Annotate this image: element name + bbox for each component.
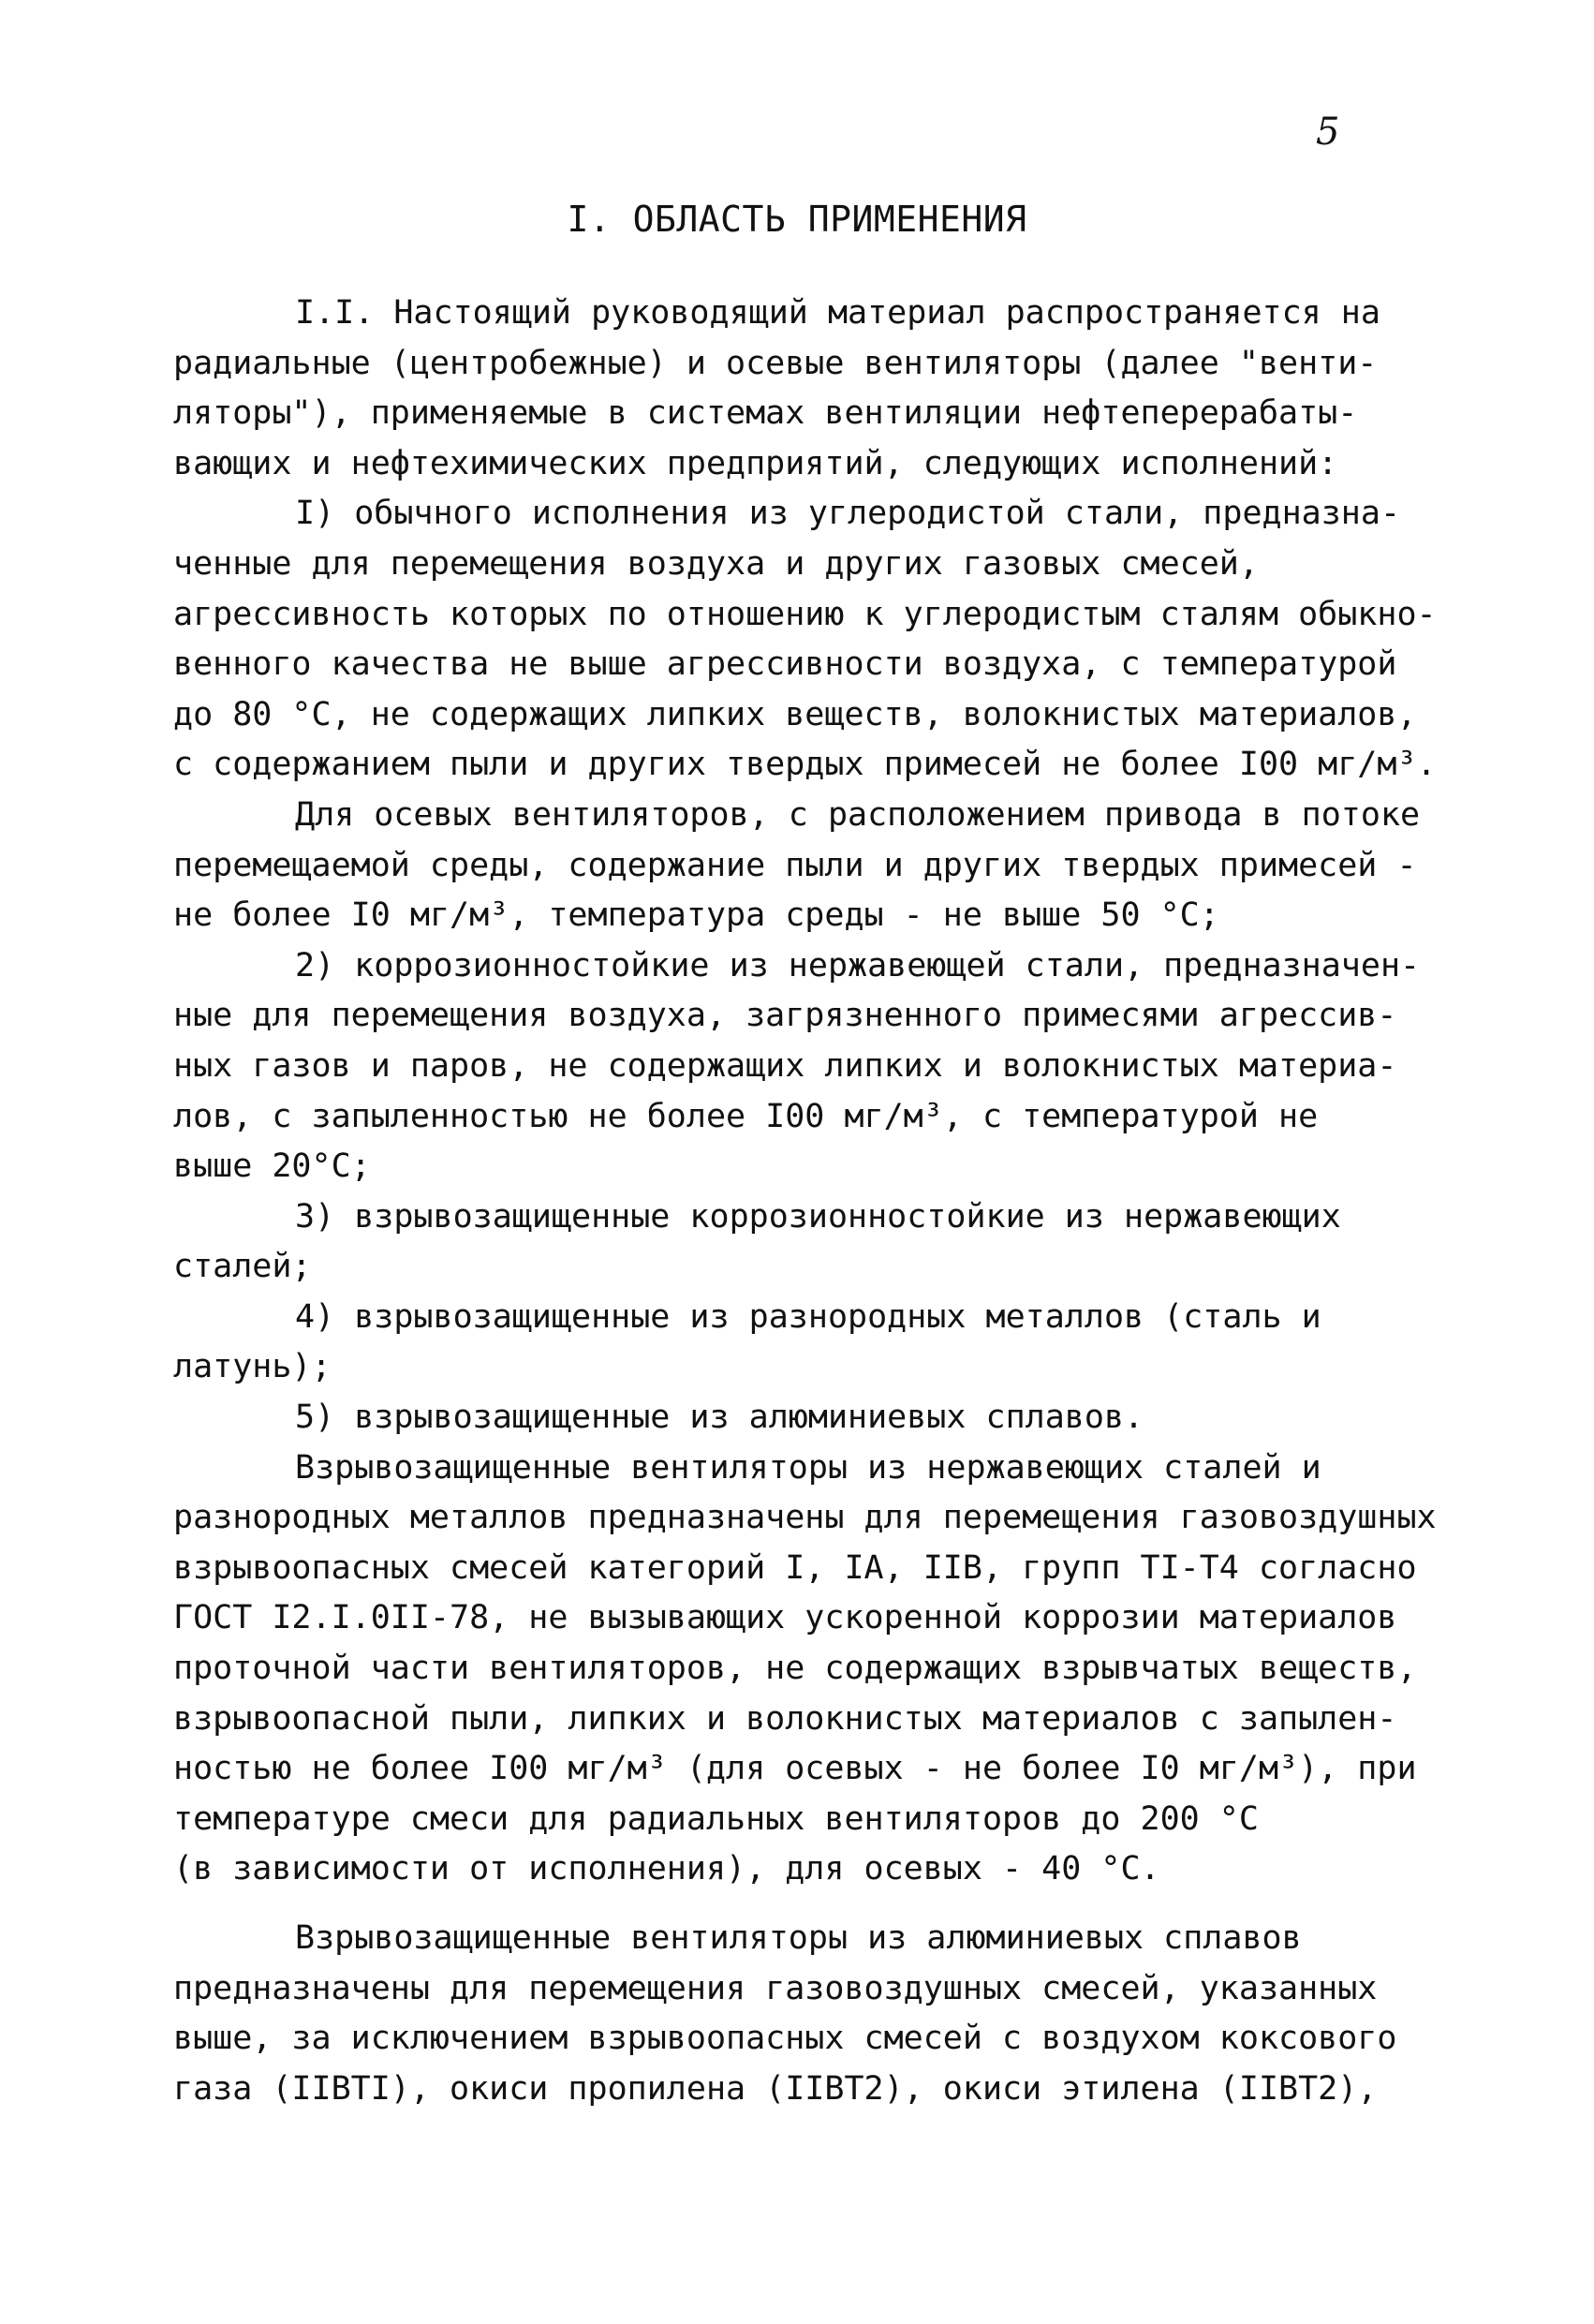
section-title: I. ОБЛАСТЬ ПРИМЕНЕНИЯ	[567, 199, 1027, 240]
text-line: выше 20°С;	[173, 1147, 371, 1186]
text-line: 5) взрывозащищенные из алюминиевых сплавов.	[295, 1399, 1144, 1437]
text-line: разнородных металлов предназначены для перемещения газовоздушных	[173, 1499, 1437, 1537]
text-line: ных газов и паров, не содержащих липких и волокнистых материа-	[173, 1046, 1397, 1085]
text-line: не более I0 мг/м³, температура среды - не выше 50 °С;	[173, 896, 1219, 935]
text-line: радиальные (центробежные) и осевые вентиляторы (далее "венти-	[173, 344, 1378, 382]
text-line: ляторы"), применяемые в системах вентиляции нефтеперерабаты-	[173, 394, 1358, 433]
text-line: ГОСТ I2.I.0II-78, не вызывающих ускоренной коррозии материалов	[173, 1599, 1397, 1637]
text-line: (в зависимости от исполнения), для осевых - 40 °С.	[173, 1850, 1160, 1888]
text-line: перемещаемой среды, содержание пыли и других твердых примесей -	[173, 846, 1417, 884]
text-line: газа (IIВТI), окиси пропилена (IIВТ2), окиси этилена (IIВТ2),	[173, 2069, 1378, 2108]
text-line: предназначены для перемещения газовоздушных смесей, указанных	[173, 1969, 1378, 2007]
text-line: 2) коррозионностойкие из нержавеющей стали, предназначен-	[295, 946, 1421, 984]
text-line: вающих и нефтехимических предприятий, следующих исполнений:	[173, 444, 1338, 482]
text-line: до 80 °С, не содержащих липких веществ, волокнистых материалов,	[173, 695, 1417, 733]
text-line: Взрывозащищенные вентиляторы из нержавеющих сталей и	[295, 1448, 1321, 1487]
text-line: взрывоопасной пыли, липких и волокнистых материалов с запылен-	[173, 1699, 1397, 1738]
text-line: температуре смеси для радиальных вентиляторов до 200 °С	[173, 1799, 1259, 1838]
text-line: проточной части вентиляторов, не содержащих взрывчатых веществ,	[173, 1650, 1417, 1688]
text-line: выше, за исключением взрывоопасных смесей с воздухом коксового	[173, 2020, 1397, 2058]
body-text	[173, 289, 1475, 2114]
text-line: агрессивность которых по отношению к углеродистым сталям обыкно-	[173, 595, 1437, 633]
text-line: лов, с запыленностью не более I00 мг/м³, с температурой не	[173, 1097, 1319, 1135]
text-line: I.I. Настоящий руководящий материал распространяется на	[295, 294, 1380, 332]
text-line: 3) взрывозащищенные коррозионностойкие из нержавеющих	[295, 1197, 1341, 1236]
text-line: взрывоопасных смесей категорий I, IA, IIВ, групп TI-T4 согласно	[173, 1548, 1417, 1587]
text-line: ченные для перемещения воздуха и других газовых смесей,	[173, 544, 1259, 583]
text-line: I) обычного исполнения из углеродистой стали, предназна-	[295, 495, 1401, 533]
text-line: ностью не более I00 мг/м³ (для осевых - не более I0 мг/м³), при	[173, 1750, 1417, 1788]
text-line: ные для перемещения воздуха, загрязненного примесями агрессив-	[173, 997, 1397, 1035]
text-line: 4) взрывозащищенные из разнородных металлов (сталь и	[295, 1297, 1321, 1336]
page-number: 5	[1316, 111, 1340, 154]
text-line: Взрывозащищенные вентиляторы из алюминиевых сплавов	[295, 1919, 1302, 1957]
text-line: латунь);	[173, 1348, 332, 1386]
text-line: с содержанием пыли и других твердых примесей не более I00 мг/м³.	[173, 746, 1437, 784]
text-line: Для осевых вентиляторов, с расположением привода в потоке	[295, 795, 1421, 834]
text-line: сталей;	[173, 1248, 312, 1286]
text-line: венного качества не выше агрессивности воздуха, с температурой	[173, 645, 1397, 684]
